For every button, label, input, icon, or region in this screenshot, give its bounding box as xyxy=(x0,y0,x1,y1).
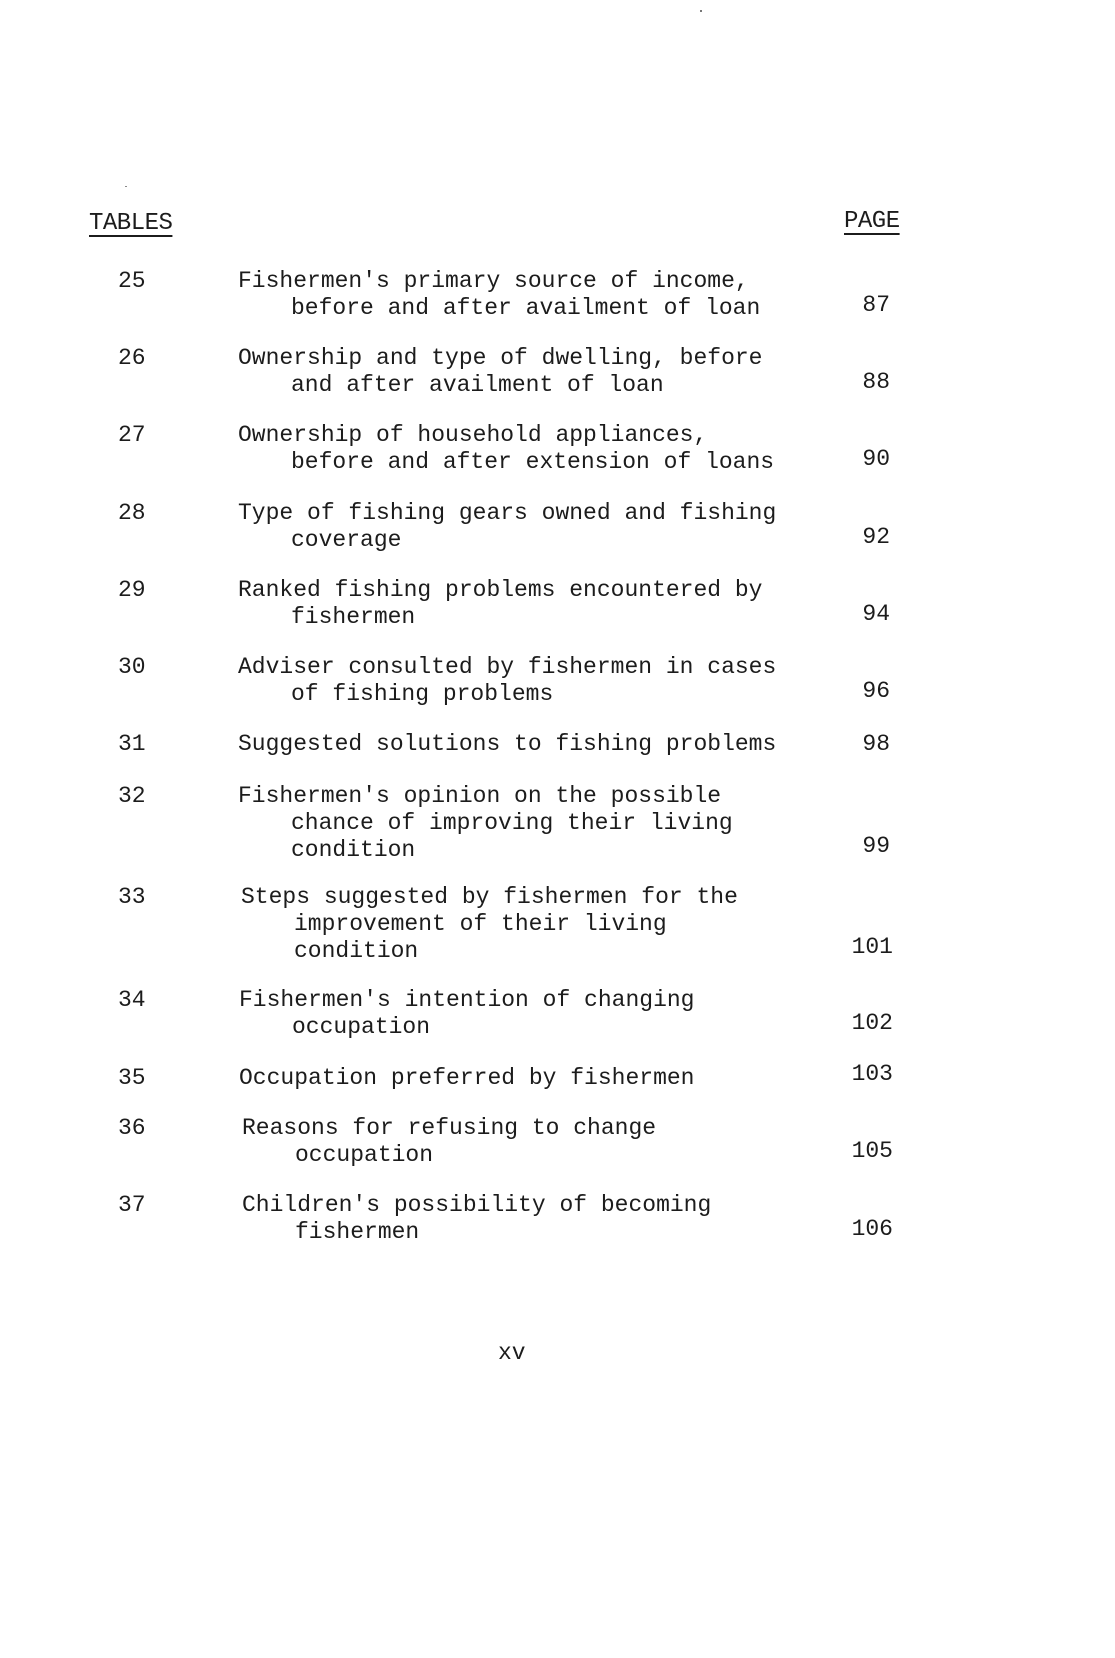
table-title-line: Adviser consulted by fishermen in cases xyxy=(238,654,777,680)
page-reference: 101 xyxy=(851,934,893,960)
table-number: 30 xyxy=(118,654,146,680)
table-title-line: Children's possibility of becoming xyxy=(242,1192,712,1218)
page-reference: 106 xyxy=(851,1216,893,1242)
table-title-line: Reasons for refusing to change xyxy=(242,1115,657,1141)
page-reference: 105 xyxy=(851,1138,893,1164)
table-number: 36 xyxy=(118,1115,146,1141)
table-number: 35 xyxy=(118,1065,146,1091)
table-title-line: occupation xyxy=(295,1142,434,1168)
page-number: xv xyxy=(498,1340,526,1366)
table-number: 26 xyxy=(118,345,146,371)
table-title-line: fishermen xyxy=(291,604,416,630)
table-title-line: Suggested solutions to fishing problems xyxy=(238,731,777,757)
table-number: 28 xyxy=(118,500,146,526)
table-title-line: condition xyxy=(291,837,416,863)
table-number: 34 xyxy=(118,987,146,1013)
table-title-line: Ownership and type of dwelling, before xyxy=(238,345,763,371)
table-title xyxy=(238,783,798,864)
page-reference: 94 xyxy=(862,601,890,627)
scan-speck xyxy=(125,186,127,187)
page-reference: 103 xyxy=(851,1061,893,1087)
table-title xyxy=(238,422,798,476)
table-title-line: fishermen xyxy=(295,1219,420,1245)
table-title-line: Ranked fishing problems encountered by xyxy=(238,577,763,603)
table-title xyxy=(238,345,798,399)
table-title-line: Type of fishing gears owned and fishing xyxy=(238,500,777,526)
table-title-line: before and after extension of loans xyxy=(291,449,775,475)
page-reference: 88 xyxy=(862,369,890,395)
table-title-line: Steps suggested by fishermen for the xyxy=(241,884,738,910)
page-reference: 102 xyxy=(851,1010,893,1036)
table-title-line: occupation xyxy=(292,1014,431,1040)
table-title-line: improvement of their living xyxy=(294,911,667,937)
table-number: 31 xyxy=(118,731,146,757)
table-number: 37 xyxy=(118,1192,146,1218)
page-reference: 98 xyxy=(862,731,890,757)
table-title-line: coverage xyxy=(291,527,402,553)
table-number: 32 xyxy=(118,783,146,809)
table-title xyxy=(238,268,798,322)
table-title xyxy=(238,654,798,708)
page-column-header: PAGE xyxy=(844,208,900,235)
tables-column-header: TABLES xyxy=(89,210,173,237)
table-title xyxy=(238,731,798,758)
page-reference: 87 xyxy=(862,292,890,318)
table-title xyxy=(239,1065,799,1092)
table-title-line: before and after availment of loan xyxy=(291,295,761,321)
table-title-line: Fishermen's opinion on the possible xyxy=(238,783,722,809)
table-title xyxy=(238,577,798,631)
scan-speck xyxy=(700,10,702,12)
table-title xyxy=(242,1192,802,1246)
page-reference: 92 xyxy=(862,524,890,550)
page-reference: 99 xyxy=(862,833,890,859)
table-title xyxy=(242,1115,802,1169)
table-number: 25 xyxy=(118,268,146,294)
table-title xyxy=(238,500,798,554)
table-title xyxy=(239,987,799,1041)
table-title xyxy=(241,884,801,965)
table-title-line: Occupation preferred by fishermen xyxy=(239,1065,695,1091)
table-title-line: condition xyxy=(294,938,419,964)
table-number: 33 xyxy=(118,884,146,910)
table-number: 29 xyxy=(118,577,146,603)
table-title-line: chance of improving their living xyxy=(291,810,733,836)
table-title-line: of fishing problems xyxy=(291,681,554,707)
page-reference: 96 xyxy=(862,678,890,704)
table-title-line: Ownership of household appliances, xyxy=(238,422,708,448)
page-reference: 90 xyxy=(862,446,890,472)
table-number: 27 xyxy=(118,422,146,448)
table-title-line: Fishermen's intention of changing xyxy=(239,987,695,1013)
table-title-line: and after availment of loan xyxy=(291,372,664,398)
table-title-line: Fishermen's primary source of income, xyxy=(238,268,749,294)
